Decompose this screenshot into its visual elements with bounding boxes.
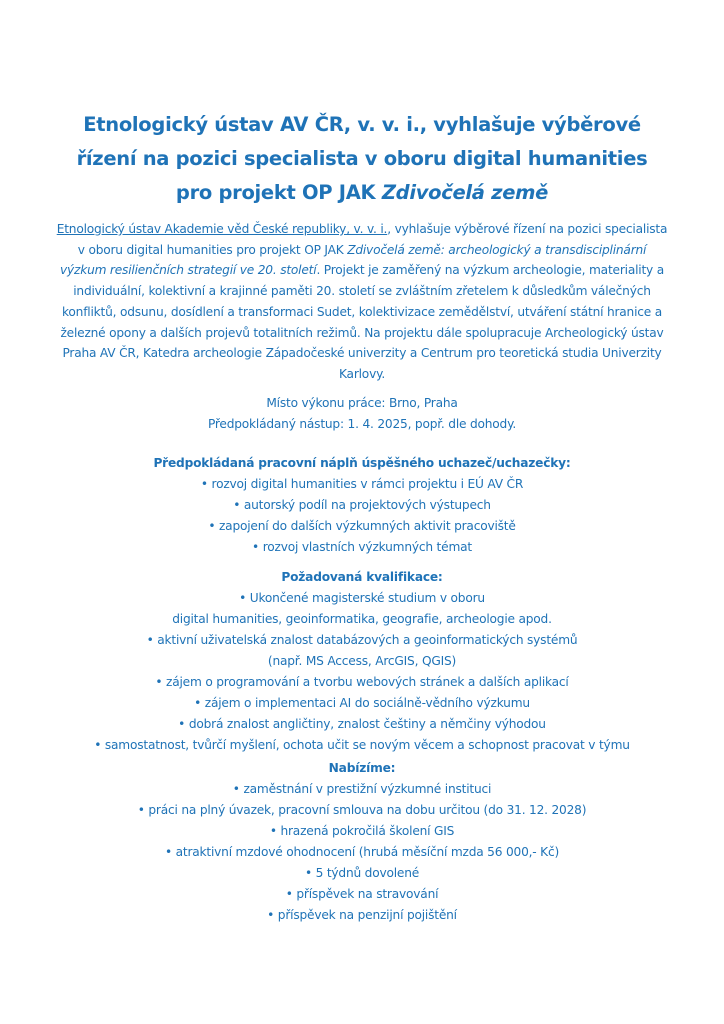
- qualification-section: [20, 567, 704, 756]
- title-line-2: řízení na pozici specialista v oboru digital humanities: [76, 147, 648, 170]
- intro-project-title: Zdivočelá země: archeologický a transdisciplinární výzkum resilienčních strategií ve 20. století: [59, 242, 647, 278]
- list-item: • dobrá znalost angličtiny, znalost češtiny a němčiny výhodou: [178, 717, 546, 731]
- list-item: • samostatnost, tvůrčí myšlení, ochota učit se novým věcem a schopnost pracovat v týmu: [94, 738, 630, 752]
- list-item: • zájem o programování a tvorbu webových stránek a dalších aplikací: [155, 675, 569, 689]
- list-item: • atraktivní mzdové ohodnocení (hrubá měsíční mzda 56 000,- Kč): [164, 845, 560, 859]
- list-item: • autorský podíl na projektových výstupech: [233, 498, 491, 512]
- list-item: • příspěvek na penzijní pojištění: [267, 908, 457, 922]
- duties-heading: Předpokládaná pracovní náplň úspěšného uchazeč/uchazečky:: [153, 456, 571, 470]
- list-item: • rozvoj vlastních výzkumných témat: [252, 540, 472, 554]
- intro-text-2: . Projekt je zaměřený na výzkum archeologie, materiality a individuální, kolektivní a krajinné paměti 20. století se zvláštním zřetelem k důsledkům válečných konfliktů, odsunu, dosídlení a transformaci Sudet, kolektivizace zemědělství, utváření státní hranice a železné opony a dalších projevů totalitních režimů. Na projektu dále spolupracuje Archeologický ústav Praha AV ČR, Katedra archeologie Západočeské univerzity a Centrum pro teoretická studia Univerzity Karlovy.: [60, 263, 664, 381]
- list-item: • práci na plný úvazek, pracovní smlouva na dobu určitou (do 31. 12. 2028): [137, 803, 587, 817]
- start-date: Předpokládaný nástup: 1. 4. 2025, popř. dle dohody.: [207, 417, 517, 431]
- list-item: • rozvoj digital humanities v rámci projektu i EÚ AV ČR: [200, 477, 524, 491]
- list-item: • 5 týdnů dovolené: [304, 866, 420, 880]
- list-item: digital humanities, geoinformatika, geografie, archeologie apod.: [172, 612, 552, 626]
- list-item: • hrazená pokročilá školení GIS: [269, 824, 455, 838]
- list-item: • aktivní uživatelská znalost databázových a geoinformatických systémů: [146, 633, 578, 647]
- title-project-name: Zdivočelá země: [381, 181, 549, 204]
- offer-section: [20, 758, 704, 926]
- offer-heading: Nabízíme:: [328, 761, 396, 775]
- list-item: • Ukončené magisterské studium v oboru: [239, 591, 485, 605]
- duties-section: [20, 453, 704, 558]
- page-title: [40, 108, 684, 210]
- list-item: • zaměstnání v prestižní výzkumné instituci: [232, 782, 492, 796]
- intro-text-1: , vyhlašuje výběrové řízení na pozici specialista v oboru digital humanities pro projekt OP JAK: [77, 222, 668, 257]
- title-line-3: pro projekt OP JAK: [175, 181, 382, 204]
- qualification-heading: Požadovaná kvalifikace:: [281, 570, 443, 584]
- list-item: (např. MS Access, ArcGIS, QGIS): [267, 654, 457, 668]
- title-line-1: Etnologický ústav AV ČR, v. v. i., vyhlašuje výběrové: [83, 113, 641, 136]
- intro-paragraph: [56, 219, 668, 385]
- workplace-info: [20, 393, 704, 435]
- list-item: • zájem o implementaci AI do sociálně-vědního výzkumu: [194, 696, 530, 710]
- workplace-location: Místo výkonu práce: Brno, Praha: [266, 396, 458, 410]
- institute-link[interactable]: Etnologický ústav Akademie věd České republiky, v. v. i.: [56, 222, 388, 236]
- list-item: • příspěvek na stravování: [285, 887, 439, 901]
- list-item: • zapojení do dalších výzkumných aktivit pracoviště: [208, 519, 516, 533]
